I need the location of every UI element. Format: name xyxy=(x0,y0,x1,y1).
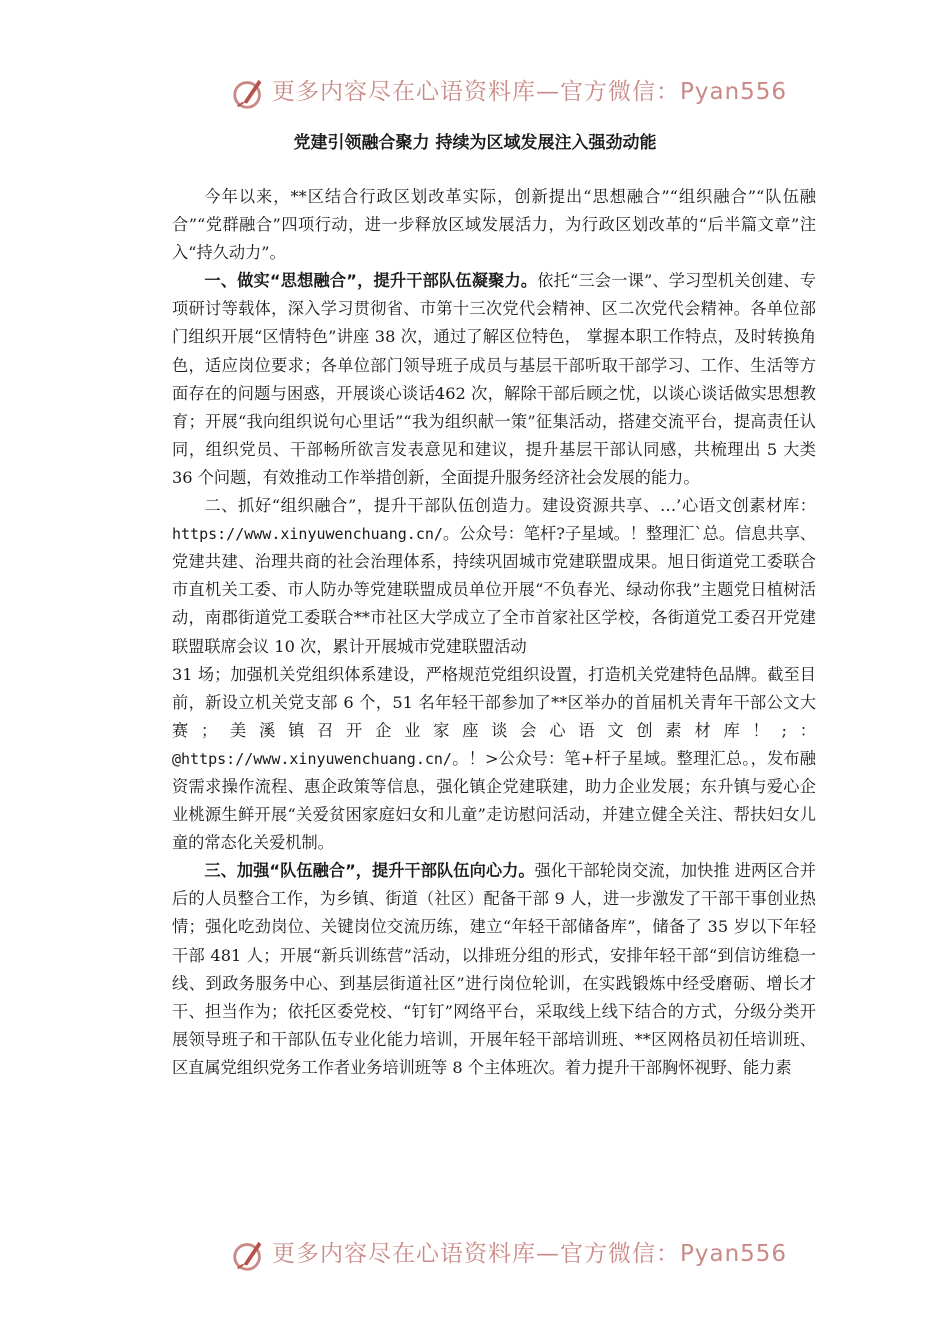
section-2-body-c: 31 场；加强机关党组织体系建设，严格规范党组织设置，打造机关党建特色品牌。截至目前，新设立机关党支部 6 个，51 名年轻干部参加了**区举办的首届机关青年干部公文大赛；美溪镇召开企业家座谈会心语文创素材库！;： xyxy=(172,664,816,740)
quill-pen-circle-icon xyxy=(230,74,268,112)
quill-pen-circle-icon xyxy=(230,1236,268,1274)
section-1-paragraph xyxy=(172,267,816,492)
header-watermark-banner xyxy=(0,70,950,114)
section-2-url-1: https://www.xinyuwenchuang.cn/ xyxy=(172,525,443,544)
section-2-paragraph xyxy=(172,492,816,661)
section-2-heading: 二、抓好“组织融合”，提升干部队伍创造力。 xyxy=(204,496,543,516)
section-2-body-d: 。！>公众号：笔+杆子星域。整理汇总。，发布融资需求操作流程、惠企政策等信息，强化镇企党建联建，助力企业发展；东升镇与爱心企业桃源生鲜开展“关爱贫困家庭妇女和儿童”走访慰问活动，并建立健全关注、帮扶妇女儿童的常态化关爱机制。 xyxy=(172,748,816,853)
section-2-body-b: 。公众号：笔杆?子星域。！整理汇`总。信息共享、 党建共建、治理共商的社会治理体系，持续巩固城市党建联盟成果。旭日街道党工委联合市直机关工委、市人防办等党建联盟成员单位开展“不负春光、绿动你我”主题党日植树活动，南郡街道党工委联合**市社区大学成立了全市首家社区学校，各街道党工委召开党建联盟联席会议 10 次，累计开展城市党建联盟活动 xyxy=(172,524,816,656)
section-2-continued-paragraph xyxy=(172,661,816,858)
document-body xyxy=(172,183,816,1082)
section-3-paragraph xyxy=(172,857,816,1082)
document-title: 党建引领融合聚力 持续为区域发展注入强劲动能 xyxy=(293,133,657,153)
section-3-body: 强化干部轮岗交流，加快推 进两区合并后的人员整合工作，为乡镇、街道（社区）配备干部 9 人，进一步激发了干部干事创业热情；强化吃劲岗位、关键岗位交流历练，建立“年轻干部储备库”，储备了 35 岁以下年轻干部 481 人；开展“新兵训练营”活动，以排班分组的形式，安排年轻干部“到信访维稳一线、到政务服务中心、到基层街道社区”进行岗位轮训，在实践锻炼中经受磨砺、增长才干、担当作为；依托区委党校、“钉钉”网络平台，采取线上线下结合的方式，分级分类开展领导班子和干部队伍专业化能力培训，开展年轻干部培训班、**区网格员初任培训班、区直属党组织党务工作者业务培训班等 8 个主体班次。着力提升干部胸怀视野、能力素 xyxy=(172,861,816,1077)
section-2-body-a: 建设资源共享、…’心语文创素材库： xyxy=(542,496,816,516)
section-1-heading: 一、做实“思想融合”，提升干部队伍凝聚力。 xyxy=(204,271,538,291)
section-3-heading: 三、加强“队伍融合”，提升干部队伍向心力。 xyxy=(204,861,535,881)
section-2-url-2: @https://www.xinyuwenchuang.cn/ xyxy=(172,749,452,768)
footer-watermark-banner xyxy=(0,1232,950,1276)
section-1-body: 依托“三会一课”、学习型机关创建、专项研讨等载体，深入学习贯彻省、市第十三次党代会精神、区二次党代会精神。各单位部门组织开展“区情特色”讲座 38 次，通过了解区位特色， 掌握本职工作特点，及时转换角色，适应岗位要求；各单位部门领导班子成员与基层干部听取干部学习、工作、生活等方面存在的问题与困惑，开展谈心谈话462 次，解除干部后顾之忧，以谈心谈话做实思想教育；开展“我向组织说句心里话”“我为组织献一策”征集活动，搭建交流平台，提高责任认同，组织党员、干部畅所欲言发表意见和建议，提升基层干部认同感，共梳理出 5 大类 36 个问题，有效推动工作举措创新，全面提升服务经济社会发展的能力。 xyxy=(172,271,816,487)
intro-paragraph: 今年以来，**区结合行政区划改革实际，创新提出“思想融合”“组织融合”“队伍融合”“党群融合”四项行动，进一步释放区域发展活力，为行政区划改革的“后半篇文章”注入“持久动力”。 xyxy=(172,187,816,263)
watermark-text: 更多内容尽在心语资料库—官方微信：Pyan556 xyxy=(272,79,788,105)
watermark-text: 更多内容尽在心语资料库—官方微信：Pyan556 xyxy=(272,1241,788,1267)
